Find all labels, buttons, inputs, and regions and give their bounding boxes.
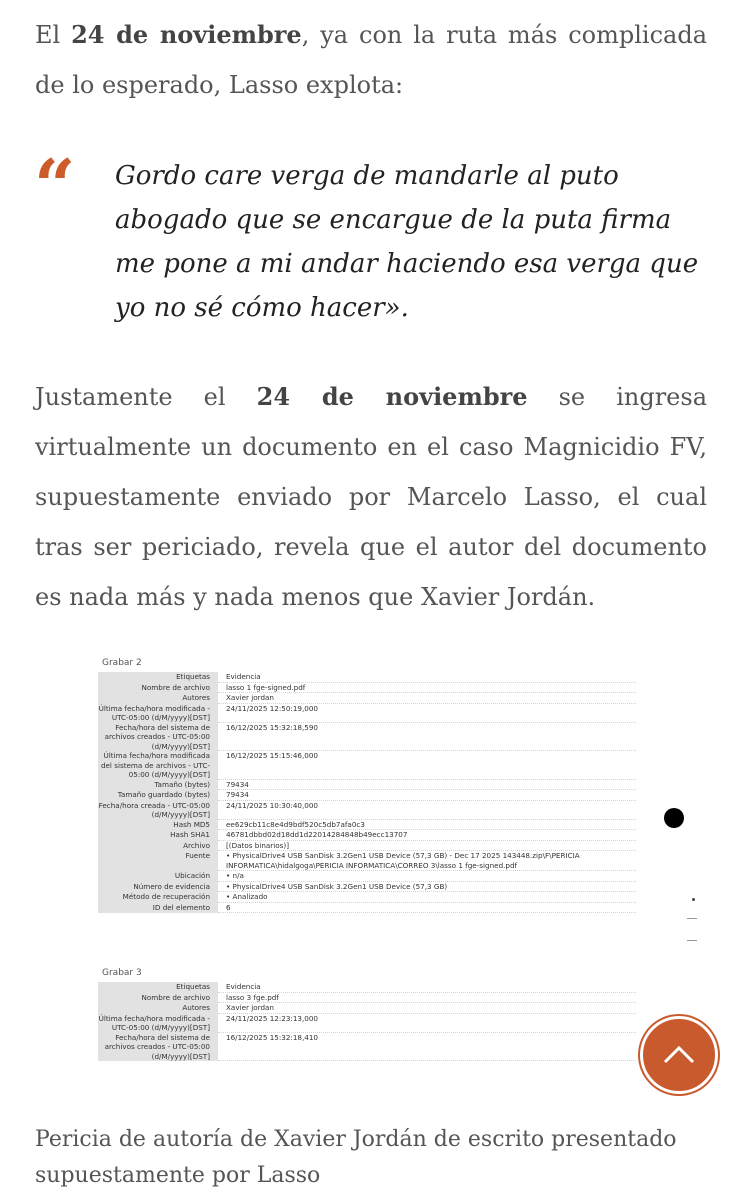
row-value: • PhysicalDrive4 USB SanDisk 3.2Gen1 USB Device (57,3 GB) - Dec 17 2025 143448.zip\F\PERICIA INFORMATICA\hidalgoga\PERICIA INFORMATICA\CORREO 3\lasso 1 fge-signed.pdf <box>218 851 636 871</box>
row-key: Fuente <box>98 851 218 871</box>
row-key: Autores <box>98 1003 218 1014</box>
table-row <box>98 820 636 831</box>
table-row <box>98 751 636 780</box>
table-row <box>98 871 636 882</box>
row-key: Número de evidencia <box>98 882 218 893</box>
table-row <box>98 693 636 704</box>
black-dot-mark <box>664 808 684 828</box>
p2-pre: Justamente el <box>35 383 257 411</box>
row-value: 16/12/2025 15:32:18,410 <box>218 1033 636 1062</box>
table-row <box>98 801 636 820</box>
table-row <box>98 982 636 993</box>
table-row <box>98 841 636 852</box>
record-3-table <box>98 982 636 1061</box>
row-value: lasso 3 fge.pdf <box>218 993 636 1004</box>
row-key: Nombre de archivo <box>98 993 218 1004</box>
figure-caption: Pericia de autoría de Xavier Jordán de escrito presentado supuestamente por Lasso <box>35 1127 677 1188</box>
row-value: 16/12/2025 15:15:46,000 <box>218 751 636 780</box>
row-key: Hash SHA1 <box>98 830 218 841</box>
row-value: [(Datos binarios)] <box>218 841 636 852</box>
row-value: 6 <box>218 903 636 914</box>
row-value: 79434 <box>218 790 636 801</box>
row-value: 16/12/2025 15:32:18,590 <box>218 723 636 752</box>
dash-mark <box>687 918 697 919</box>
row-key: ID del elemento <box>98 903 218 914</box>
p1-post: , ya con la ruta más complicada de lo esperado, Lasso explota: <box>35 21 708 99</box>
table-row <box>98 780 636 791</box>
forensic-report-image <box>98 648 636 1078</box>
row-key: Nombre de archivo <box>98 683 218 694</box>
row-key: Última fecha/hora modificada - UTC-05:00 (d/M/yyyy)[DST] <box>98 704 218 723</box>
row-value: ee629cb11c8e4d9bdf520c5db7afa0c3 <box>218 820 636 831</box>
record-3-title: Grabar 3 <box>102 968 142 978</box>
row-key: Fecha/hora del sistema de archivos creados - UTC-05:00 (d/M/yyyy)[DST] <box>98 1033 218 1062</box>
table-row <box>98 1003 636 1014</box>
table-row <box>98 851 636 871</box>
row-value: lasso 1 fge-signed.pdf <box>218 683 636 694</box>
p2-bold-date: 24 de noviembre <box>256 382 528 411</box>
row-value: 24/11/2025 10:30:40,000 <box>218 801 636 820</box>
row-value: 46781dbbd02d18dd1d22014284848b49ecc13707 <box>218 830 636 841</box>
row-value: Evidencia <box>218 982 636 993</box>
row-key: Tamaño (bytes) <box>98 780 218 791</box>
row-value: 24/11/2025 12:50:19,000 <box>218 704 636 723</box>
p1-bold-date: 24 de noviembre <box>71 20 302 49</box>
scroll-to-top-button[interactable] <box>640 1016 718 1094</box>
row-value: 79434 <box>218 780 636 791</box>
blockquote-text: Gordo care verga de mandarle al puto abogado que se encargue de la puta firma me pone a mi andar haciendo esa verga que yo no sé cómo hacer». <box>115 161 699 323</box>
table-row <box>98 903 636 914</box>
table-row <box>98 892 636 903</box>
row-value: • PhysicalDrive4 USB SanDisk 3.2Gen1 USB Device (57,3 GB) <box>218 882 636 893</box>
paragraph-2 <box>35 372 707 622</box>
row-key: Hash MD5 <box>98 820 218 831</box>
row-value: Evidencia <box>218 672 636 683</box>
table-row <box>98 683 636 694</box>
record-2-table <box>98 672 636 913</box>
row-value: Xavier jordan <box>218 693 636 704</box>
table-row <box>98 1014 636 1033</box>
row-value: • Analizado <box>218 892 636 903</box>
table-row <box>98 882 636 893</box>
small-dot-mark <box>692 898 695 901</box>
row-key: Última fecha/hora modificada del sistema de archivos - UTC-05:00 (d/M/yyyy)[DST] <box>98 751 218 780</box>
row-key: Etiquetas <box>98 672 218 683</box>
row-key: Archivo <box>98 841 218 852</box>
row-key: Método de recuperación <box>98 892 218 903</box>
table-row <box>98 1033 636 1062</box>
row-key: Última fecha/hora modificada - UTC-05:00 (d/M/yyyy)[DST] <box>98 1014 218 1033</box>
row-key: Tamaño guardado (bytes) <box>98 790 218 801</box>
row-value: Xavier jordan <box>218 1003 636 1014</box>
row-key: Autores <box>98 693 218 704</box>
table-row <box>98 790 636 801</box>
row-key: Fecha/hora creada - UTC-05:00 (d/M/yyyy)[DST] <box>98 801 218 820</box>
record-2-title: Grabar 2 <box>102 658 142 668</box>
quote-mark-icon: “ <box>34 143 76 228</box>
p2-post: se ingresa virtualmente un documento en el caso Magnicidio FV, supuestamente enviado por Marcelo Lasso, el cual tras ser periciado, revela que el autor del documento es nada más y nada menos que Xavier Jordán. <box>35 383 707 611</box>
row-key: Etiquetas <box>98 982 218 993</box>
row-value: • n/a <box>218 871 636 882</box>
dash-mark <box>687 940 697 941</box>
p1-pre: El <box>35 21 72 49</box>
chevron-up-icon <box>662 1043 696 1065</box>
paragraph-1 <box>35 10 707 110</box>
row-value: 24/11/2025 12:23:13,000 <box>218 1014 636 1033</box>
row-key: Ubicación <box>98 871 218 882</box>
table-row <box>98 830 636 841</box>
table-row <box>98 704 636 723</box>
table-row <box>98 672 636 683</box>
table-row <box>98 993 636 1004</box>
row-key: Fecha/hora del sistema de archivos creados - UTC-05:00 (d/M/yyyy)[DST] <box>98 723 218 752</box>
table-row <box>98 723 636 752</box>
